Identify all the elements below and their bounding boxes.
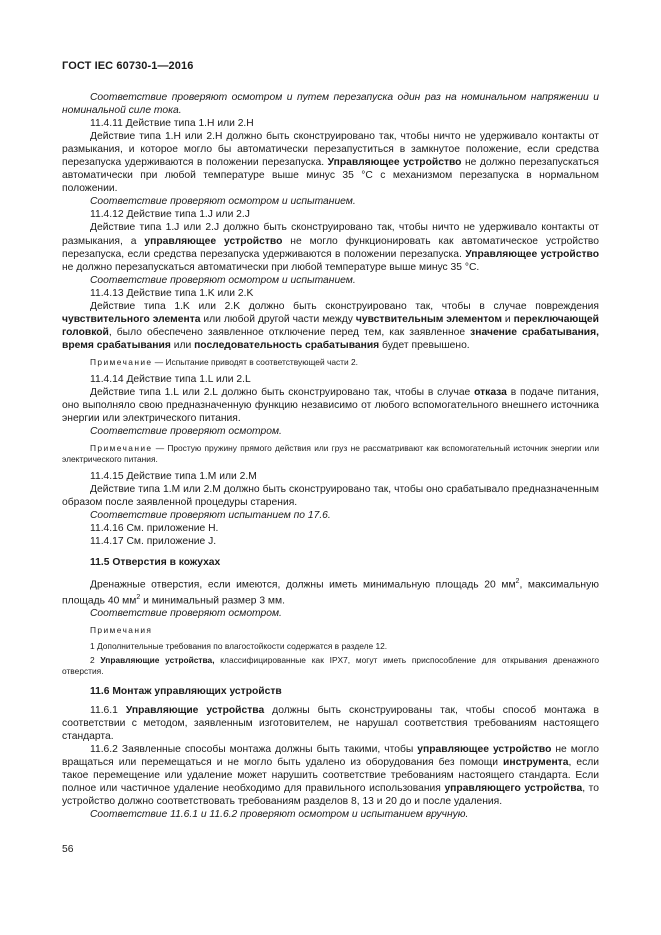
clause-heading: 11.4.12 Действие типа 1.J или 2.J [90, 209, 250, 221]
page-number: 56 [62, 844, 74, 855]
clause-heading: 11.4.15 Действие типа 1.M или 2.M [90, 471, 257, 483]
paragraph: Действие типа 1.J или 2.J должно быть сконструировано так, чтобы ничто не удерживало контакты от размыкания, а управляющее устройство не могло функционировать как автоматическое устройство перезапуска, если средства перезапуска удерживаются в положении перезапуска. Управляющее устройство не должно перезапускаться автоматически при любой температуре выше минус 35 °C. [62, 222, 599, 273]
compliance-text: Соответствие проверяют осмотром. [90, 608, 282, 620]
clause-reference: 11.4.16 См. приложение H. [90, 523, 219, 535]
paragraph: Действие типа 1.M или 2.M должно быть сконструировано так, чтобы оно срабатывало предназначенным образом после заявленной процедуры старения. [62, 484, 599, 509]
clause-heading: 11.4.14 Действие типа 1.L или 2.L [90, 373, 251, 385]
section-heading: 11.6 Монтаж управляющих устройств [90, 686, 282, 698]
notes-heading: Примечания [90, 625, 153, 636]
section-heading: 11.5 Отверстия в кожухах [90, 557, 221, 569]
note-item: 1 Дополнительные требования по влагостойкости содержатся в разделе 12. [90, 641, 388, 652]
note-item: 2 Управляющие устройства, классифицированные как IPX7, могут иметь приспособление для открывания дренажного отверстия. [62, 655, 599, 677]
paragraph: 11.6.2 Заявленные способы монтажа должны быть такими, чтобы управляющее устройство не могло вращаться или перемещаться и не могло быть удалено из оборудования без помощи инструмента, если такое перемещение или удаление может нарушить соответствие требованиям настоящего стандарта. Если полное или частичное удаление необходимо для правильного использования управляющего устройства, то устройство должно соответствовать требованиям разделов 8, 13 и 20 до и после удаления. [62, 743, 599, 807]
compliance-text: Соответствие проверяют испытанием по 17.6. [90, 510, 331, 522]
clause-heading: 11.4.11 Действие типа 1.H или 2.H [90, 118, 254, 130]
compliance-text: Соответствие 11.6.1 и 11.6.2 проверяют осмотром и испытанием вручную. [90, 808, 469, 820]
paragraph: Действие типа 1.K или 2.K должно быть сконструировано так, чтобы в случае повреждения чувствительного элемента или любой другой части между чувствительным элементом и переключающей головкой, было обеспечено заявленное отключение перед тем, как заявленное значение срабатывания, время срабатывания или последовательность срабатывания будет превышено. [62, 300, 599, 351]
document-header: ГОСТ IEC 60730-1—2016 [62, 60, 194, 72]
note: Примечание — Простую пружину прямого действия или груз не рассматривают как вспомогательный источник энергии или электрического питания. [62, 443, 599, 465]
compliance-text: Соответствие проверяют осмотром. [90, 426, 282, 438]
compliance-text: Соответствие проверяют осмотром и испытанием. [90, 196, 356, 208]
clause-reference: 11.4.17 См. приложение J. [90, 536, 217, 548]
paragraph: Действие типа 1.L или 2.L должно быть сконструировано так, чтобы в случае отказа в подаче питания, оно выполняло свою предназначенную функцию независимо от любого вспомогательного внешнего источника энергии или электрического питания. [62, 386, 599, 425]
compliance-text: Соответствие проверяют осмотром и путем перезапуска один раз на номинальном напряжении и номинальной силе тока. [62, 92, 599, 117]
paragraph: Действие типа 1.H или 2.H должно быть сконструировано так, чтобы ничто не удерживало контакты от размыкания, и которое могло бы автоматически перезапуститься в замкнутое положение, если средства перезапуска удерживаются в положении перезапуска. Управляющее устройство не должно перезапускаться автоматически при любой температуре выше минус 35 °C с механизмом перезапуска в нормальном положении. [62, 131, 599, 195]
page-body [62, 91, 599, 821]
clause-heading: 11.4.13 Действие типа 1.K или 2.K [90, 287, 254, 299]
note: Примечание — Испытание приводят в соответствующей части 2. [90, 356, 358, 367]
compliance-text: Соответствие проверяют осмотром и испытанием. [90, 274, 356, 286]
paragraph: 11.6.1 Управляющие устройства должны быть сконструированы так, чтобы способ монтажа в соответствии с методом, заявленным изготовителем, не нарушал соответствия требованиям настоящего стандарта. [62, 704, 599, 742]
paragraph: Дренажные отверстия, если имеются, должны иметь минимальную площадь 20 $мм^2$, максимальную площадь 40 $мм^2$ и минимальный размер 3 мм. [62, 577, 599, 607]
